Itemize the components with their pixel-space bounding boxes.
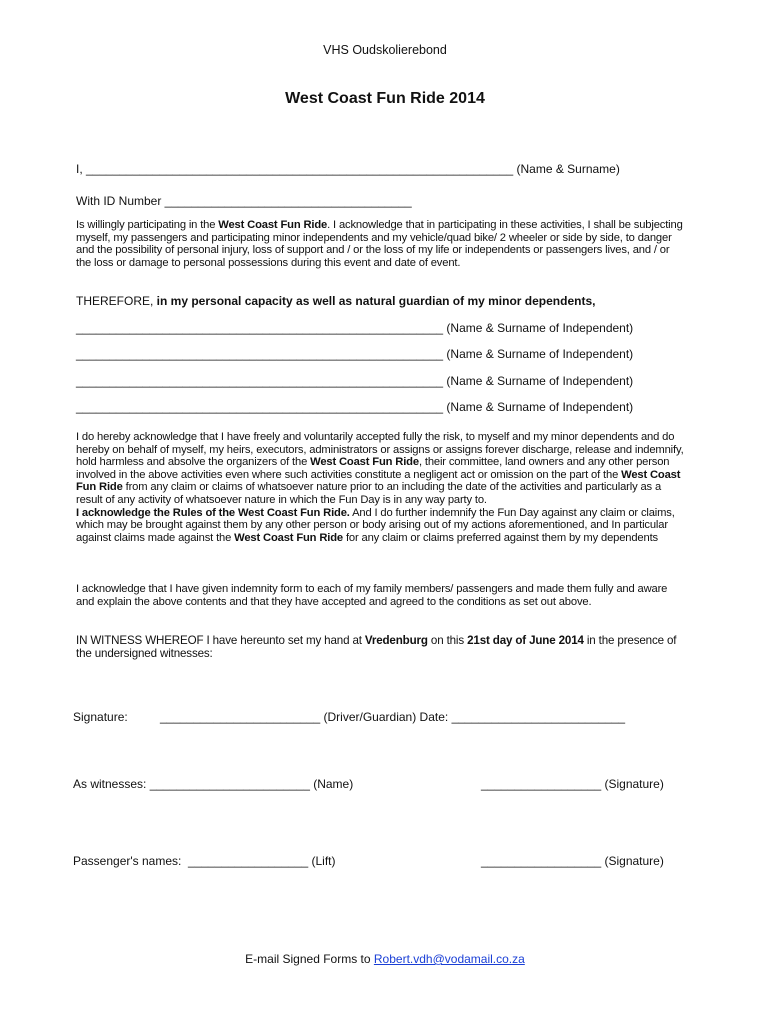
witness-name-label: (Name) <box>313 777 354 791</box>
para2-text-a: I do hereby acknowledge that I have freely and voluntarily accepted fully the risk, to myself and my minor dependents and do hereby on behalf of myself, my heirs, executors, administrators or assigns or assigns forever discharge, release and indemnify, hold harmless and absolve the organizers of the <box>76 431 684 469</box>
passenger-lift-label: (Lift) <box>311 854 336 868</box>
passenger-row <box>73 854 336 868</box>
witness-text-e: in the presence of the undersigned witnesses: <box>76 634 677 661</box>
dependent-line-4 <box>76 400 633 414</box>
passenger-label: Passenger's names: <box>73 854 182 868</box>
therefore-lead: THEREFORE, <box>76 294 157 308</box>
witness-paragraph <box>76 634 686 660</box>
name-line <box>76 162 620 176</box>
para1-event-name: West Coast Fun Ride <box>218 219 328 231</box>
para1-text-c: . I acknowledge that in participating in these activities, I shall be subjecting myself, my passengers and participating minor independents and my vehicle/quad bike/ 2 wheeler or side by side, to danger and the possibility of personal injury, loss of support and / or the loss of my life or independents or passengers lives, and / or the loss or damage to personal possessions during this event and date of event. <box>76 219 683 269</box>
id-number-line: With ID Number _____________________________________ <box>76 194 412 208</box>
witness-name-blank: ________________________ <box>149 777 310 791</box>
name-line-blank: I, ________________________________________________________________ <box>76 162 514 176</box>
dependent-line-3 <box>76 374 633 388</box>
passenger-signature <box>481 854 664 868</box>
signature-blank: ________________________ <box>160 710 321 724</box>
name-line-label: (Name & Surname) <box>516 162 620 176</box>
dependent-label: (Name & Surname of Independent) <box>446 400 634 414</box>
dependent-line-2 <box>76 347 633 361</box>
witness-date: 21st day of June 2014 <box>467 634 584 647</box>
para2-text-e: from any claim or claims of whatsoever nature prior to an including the date of the activities and particularly as a result of any activity of whatsoever nature in which the Fun Day is in any way party to. <box>76 481 662 506</box>
acknowledgement-paragraph: I acknowledge that I have given indemnity form to each of my family members/ passengers and made them fully and aware and explain the above contents and that they have accepted and agreed to the conditions as set out above. <box>76 583 668 608</box>
para2-event-name-2: West Coast Fun Ride <box>76 468 681 494</box>
dependent-label: (Name & Surname of Independent) <box>446 347 634 361</box>
dependent-label: (Name & Surname of Independent) <box>446 374 634 388</box>
witness-text-c: on this <box>427 634 468 647</box>
participation-paragraph <box>76 219 686 269</box>
witness-signature <box>481 777 664 791</box>
para2-text-g: And I do further indemnify the Fun Day against any claim or claims, which may be brought against them by any other person or body arising out of my actions aforementioned, and In particular against claims made against the <box>76 506 675 544</box>
email-footer <box>0 952 770 966</box>
para2-event-name-1: West Coast Fun Ride <box>310 456 419 469</box>
date-blank: __________________________ <box>451 710 626 724</box>
page-title: West Coast Fun Ride 2014 <box>285 90 485 107</box>
witness-row <box>73 777 353 791</box>
witness-text-a: IN WITNESS WHEREOF I have hereunto set my hand at <box>76 634 365 647</box>
dependent-line-1 <box>76 321 633 335</box>
passenger-name-blank: __________________ <box>188 854 309 868</box>
therefore-bold: in my personal capacity as well as natural guardian of my minor dependents, <box>156 294 596 308</box>
dependent-label: (Name & Surname of Independent) <box>446 321 634 335</box>
para2-rules-ack: I acknowledge the Rules of the West Coast Fun Ride. <box>76 506 350 519</box>
witness-place: Vredenburg <box>364 634 428 647</box>
passenger-signature-label: (Signature) <box>604 854 664 868</box>
dependent-blank: _______________________________________________________ <box>76 400 444 414</box>
email-footer-text: E-mail Signed Forms to <box>245 952 374 966</box>
email-link[interactable]: Robert.vdh@vodamail.co.za <box>373 952 525 966</box>
dependent-blank: _______________________________________________________ <box>76 347 444 361</box>
therefore-line <box>76 294 595 308</box>
passenger-signature-blank: __________________ <box>481 854 602 868</box>
para2-event-name-3: West Coast Fun Ride <box>234 531 343 544</box>
dependent-blank: _______________________________________________________ <box>76 374 444 388</box>
para1-text-a: Is willingly participating in the <box>76 219 219 231</box>
dependent-blank: _______________________________________________________ <box>76 321 444 335</box>
signature-row <box>160 710 625 724</box>
indemnity-paragraph <box>76 431 686 544</box>
witness-label: As witnesses: <box>73 777 147 791</box>
para2-text-i: for any claim or claims preferred against them by my dependents <box>342 531 658 544</box>
org-header: VHS Oudskolierebond <box>323 43 447 57</box>
witness-signature-blank: __________________ <box>481 777 602 791</box>
para2-text-c: , their committee, land owners and any other person involved in the above activities even where such activities constitute a negligent act or omission on the part of the <box>76 456 670 481</box>
witness-signature-label: (Signature) <box>604 777 664 791</box>
signature-role-label: (Driver/Guardian) Date: <box>323 710 449 724</box>
signature-label: Signature: <box>73 710 128 724</box>
